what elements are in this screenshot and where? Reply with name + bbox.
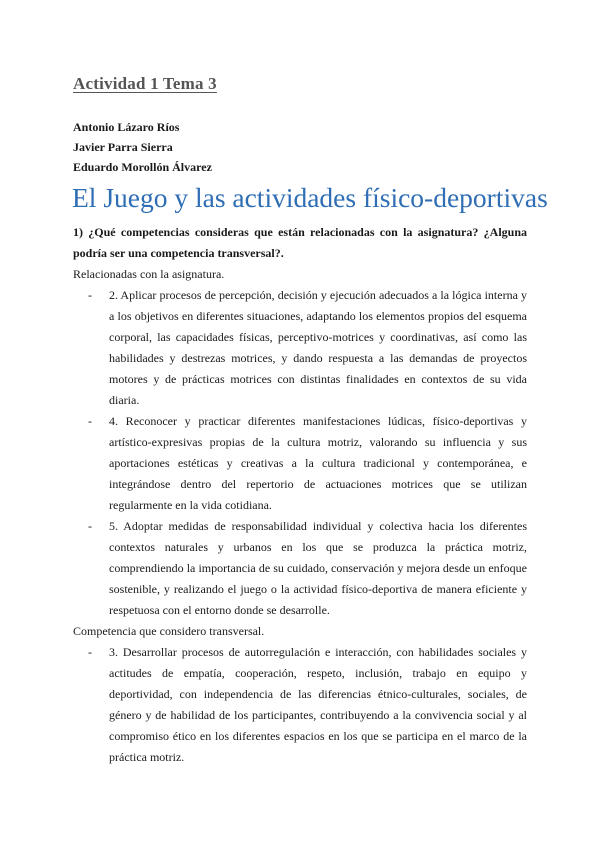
transversal-section-label: Competencia que considero transversal.	[73, 624, 265, 638]
transversal-competences-list	[73, 642, 527, 768]
author-name: Antonio Lázaro Ríos	[73, 120, 180, 134]
document-page	[72, 74, 548, 768]
competence-text: 4. Reconocer y practicar diferentes manifestaciones lúdicas, físico-deportivas y artístico-expresivas propias de la cultura motriz, valorando su influencia y sus aportaciones estéticas y creativas a la cultura tradicional y contemporánea, e integrándose dentro del repertorio de actuaciones motrices que se utilizan regularmente en la vida cotidiana.	[109, 414, 527, 512]
activity-heading: Actividad 1 Tema 3	[73, 74, 217, 93]
question-text: 1) ¿Qué competencias consideras que están relacionadas con la asignatura? ¿Alguna podría ser una competencia transversal?.	[73, 225, 527, 260]
list-item	[73, 642, 527, 768]
related-competences-list	[73, 285, 527, 621]
author-list	[73, 117, 527, 177]
author-name: Javier Parra Sierra	[73, 140, 173, 154]
document-title: El Juego y las actividades físico-deportivas	[72, 182, 548, 213]
bullet-dash: -	[88, 288, 92, 302]
competence-text: 2. Aplicar procesos de percepción, decisión y ejecución adecuados a la lógica interna y a los objetivos en diferentes situaciones, adaptando los elementos propios del esquema corporal, las capacidades físicas, perceptivo-motrices y coordinativas, así como las habilidades y destrezas motrices, y dando respuesta a las demandas de proyectos motores y de prácticas motrices con distintas finalidades en contextos de su vida diaria.	[109, 288, 527, 407]
bullet-dash: -	[88, 414, 92, 428]
related-section-label: Relacionadas con la asignatura.	[73, 267, 225, 281]
list-item	[73, 411, 527, 516]
bullet-dash: -	[88, 519, 92, 533]
list-item	[73, 516, 527, 621]
author-name: Eduardo Morollón Álvarez	[73, 160, 212, 174]
competence-text: 5. Adoptar medidas de responsabilidad individual y colectiva hacia los diferentes contextos naturales y urbanos en los que se produzca la práctica motriz, comprendiendo la importancia de su cuidado, conservación y mejora desde un enfoque sostenible, y realizando el juego o la actividad físico-deportiva de manera eficiente y respetuosa con el entorno donde se desarrolle.	[109, 519, 527, 617]
list-item	[73, 285, 527, 411]
competence-text: 3. Desarrollar procesos de autorregulación e interacción, con habilidades sociales y actitudes de empatía, cooperación, respeto, inclusión, trabajo en equipo y deportividad, con independencia de las diferencias étnico-culturales, sociales, de género y de habilidad de los participantes, contribuyendo a la convivencia social y al compromiso ético en los diferentes espacios en los que se participa en el marco de la práctica motriz.	[109, 645, 527, 764]
bullet-dash: -	[88, 645, 92, 659]
